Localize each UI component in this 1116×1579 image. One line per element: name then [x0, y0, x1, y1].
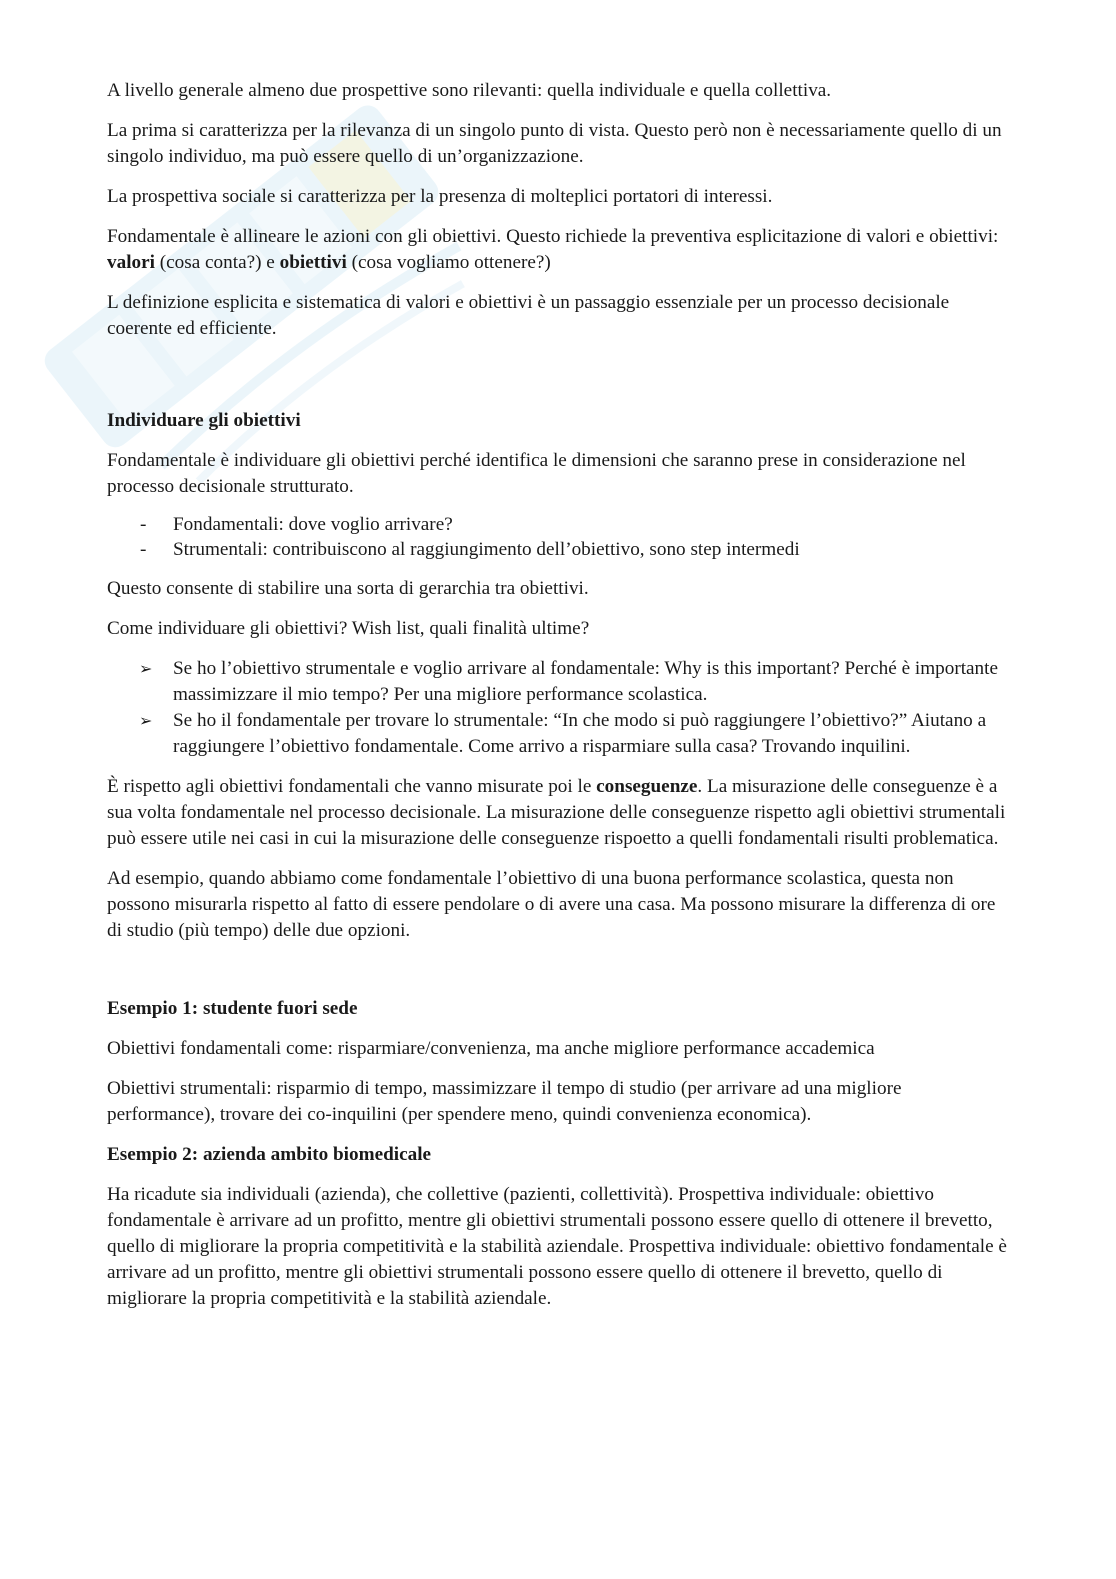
paragraph-intro: A livello generale almeno due prospettive sono rilevanti: quella individuale e quella collettiva.: [107, 80, 832, 101]
heading-esempio-1: Esempio 1: studente fuori sede: [107, 998, 358, 1019]
bold-conseguenze: conseguenze: [596, 776, 698, 797]
paragraph-obiettivi-strumentali: Obiettivi strumentali: risparmio di tempo, massimizzare il tempo di studio (per arrivare ad una migliore performance), trovare dei co-inquilini (per spendere meno, quindi convenienza economica).: [107, 1078, 902, 1125]
paragraph-values-objectives: Fondamentale è allineare le azioni con gli obiettivi. Questo richiede la preventiva esplicitazione di valori e obiettivi: valori (cosa conta?) e obiettivi (cosa vogliamo ottenere?): [107, 226, 999, 273]
arrow-list: [107, 656, 1007, 760]
paragraph-gerarchia: Questo consente di stabilire una sorta di gerarchia tra obiettivi.: [107, 578, 589, 599]
paragraph-esempio-performance: Ad esempio, quando abbiamo come fondamentale l’obiettivo di una buona performance scolastica, questa non possono misurarla rispetto al fatto di essere pendolare o di avere una casa. Ma possono misurare la differenza di ore di studio (più tempo) delle due opzioni.: [107, 868, 996, 941]
list-item: ➢ Se ho l’obiettivo strumentale e voglio arrivare al fondamentale: Why is this important? Perché è importante massimizzare il mio tempo? Per una migliore performance scolastica.: [107, 656, 1007, 708]
bold-obiettivi: obiettivi: [279, 252, 347, 273]
paragraph-individuare: Fondamentale è individuare gli obiettivi perché identifica le dimensioni che saranno prese in considerazione nel processo decisionale strutturato.: [107, 450, 966, 497]
list-item: - Fondamentali: dove voglio arrivare?: [107, 512, 1007, 537]
paragraph-conseguenze: È rispetto agli obiettivi fondamentali che vanno misurate poi le conseguenze. La misurazione delle conseguenze è a sua volta fondamentale nel processo decisionale. La misurazione delle conseguenze rispetto agli obiettivi strumentali può essere utile nei casi in cui la misurazione delle conseguenze rispoetto a quelli fondamentali risulti problematica.: [107, 776, 1006, 849]
dash-list: [107, 512, 1007, 562]
heading-individuare-obiettivi: Individuare gli obiettivi: [107, 410, 301, 431]
list-item: - Strumentali: contribuiscono al raggiungimento dell’obiettivo, sono step intermedi: [107, 537, 1007, 562]
list-item: ➢ Se ho il fondamentale per trovare lo strumentale: “In che modo si può raggiungere l’obiettivo?” Aiutano a raggiungere l’obiettivo fondamentale. Come arrivo a risparmiare sulla casa? Trovando inquilini.: [107, 708, 1007, 760]
paragraph-definition: L definizione esplicita e sistematica di valori e obiettivi è un passaggio essenziale per un processo decisionale coerente ed efficiente.: [107, 292, 950, 339]
paragraph-social-perspective: La prospettiva sociale si caratterizza per la presenza di molteplici portatori di interessi.: [107, 186, 773, 207]
paragraph-wish-list: Come individuare gli obiettivi? Wish list, quali finalità ultime?: [107, 618, 590, 639]
bold-valori: valori: [107, 252, 155, 273]
paragraph-azienda-biomedicale: Ha ricadute sia individuali (azienda), che collettive (pazienti, collettività). Prospettiva individuale: obiettivo fondamentale è arrivare ad un profitto, mentre gli obiettivi strumentali possono essere quello di ottenere il brevetto, quello di migliorare la propria competitività e la stabilità aziendale. Prospettiva individuale: obiettivo fondamentale è arrivare ad un profitto, mentre gli obiettivi strumentali possono essere quello di ottenere il brevetto, quello di migliorare la propria competitività e la stabilità aziendale.: [107, 1184, 1007, 1309]
paragraph-obiettivi-fondamentali: Obiettivi fondamentali come: risparmiare/convenienza, ma anche migliore performance accademica: [107, 1038, 875, 1059]
paragraph-individual-perspective: La prima si caratterizza per la rilevanza di un singolo punto di vista. Questo però non è necessariamente quello di un singolo individuo, ma può essere quello di un’organizzazione.: [107, 120, 1002, 167]
document-body: [107, 78, 1007, 1326]
heading-esempio-2: Esempio 2: azienda ambito biomedicale: [107, 1144, 432, 1165]
